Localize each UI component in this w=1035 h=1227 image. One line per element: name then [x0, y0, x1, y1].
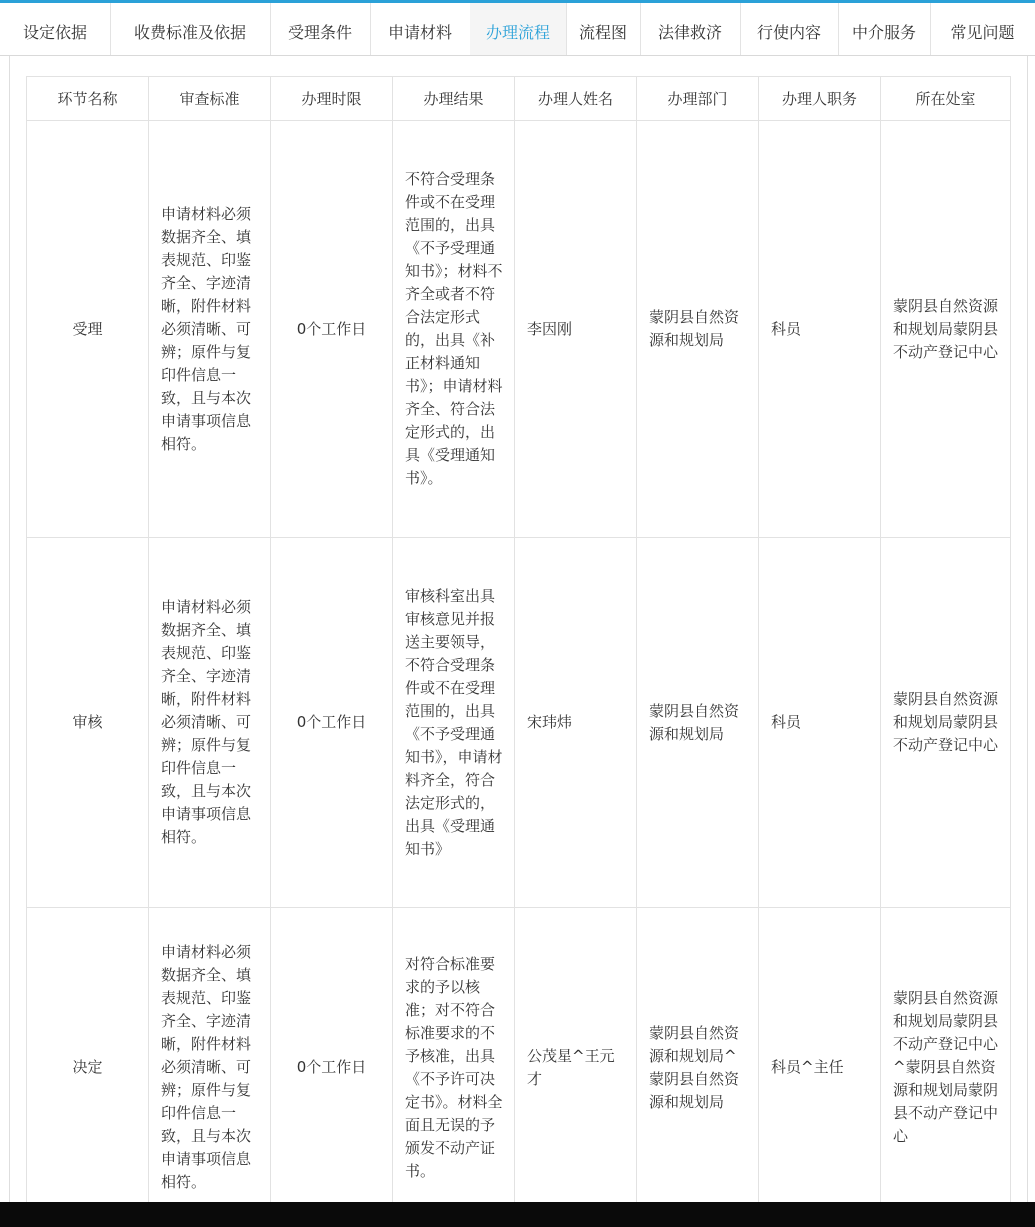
- cell-standard: 申请材料必须数据齐全、填表规范、印鉴齐全、字迹清晰，附件材料必须清晰、可辨；原件与复印件信息一致，且与本次申请事项信息相符。: [149, 538, 271, 908]
- bottom-edge-bar: [0, 1202, 1035, 1227]
- header-review-standard: 审查标准: [149, 77, 271, 121]
- tab-acceptance-conditions[interactable]: 受理条件: [270, 3, 371, 55]
- table-row: [27, 538, 1011, 908]
- cell-handler: 宋玮炜: [515, 538, 637, 908]
- table-row: [27, 908, 1011, 1203]
- cell-office: 蒙阴县自然资源和规划局蒙阴县不动产登记中心^蒙阴县自然资源和规划局蒙阴县不动产登记中心: [881, 908, 1011, 1203]
- tab-legal-basis[interactable]: 设定依据: [0, 3, 111, 55]
- tab-process[interactable]: 办理流程: [470, 3, 567, 55]
- cell-office: 蒙阴县自然资源和规划局蒙阴县不动产登记中心: [881, 121, 1011, 538]
- cell-step: 决定: [27, 908, 149, 1203]
- tab-bar: [0, 0, 1035, 56]
- table-row: [27, 121, 1011, 538]
- tab-faq[interactable]: 常见问题: [950, 23, 1015, 42]
- cell-department: 蒙阴县自然资源和规划局^蒙阴县自然资源和规划局: [637, 908, 759, 1203]
- header-department: 办理部门: [637, 77, 759, 121]
- cell-department: 蒙阴县自然资源和规划局: [637, 538, 759, 908]
- cell-handler: 公茂星^王元才: [515, 908, 637, 1203]
- cell-standard: 申请材料必须数据齐全、填表规范、印鉴齐全、字迹清晰，附件材料必须清晰、可辨；原件与复印件信息一致，且与本次申请事项信息相符。: [149, 908, 271, 1203]
- tab-legal-remedy[interactable]: 法律救济: [640, 3, 741, 55]
- tab-application-materials[interactable]: 申请材料: [370, 3, 471, 55]
- cell-step: 审核: [27, 538, 149, 908]
- cell-position: 科员: [759, 538, 881, 908]
- cell-time-limit: 0个工作日: [271, 908, 393, 1203]
- cell-position: 科员: [759, 121, 881, 538]
- cell-handler: 李因刚: [515, 121, 637, 538]
- header-step-name: 环节名称: [27, 77, 149, 121]
- cell-step: 受理: [27, 121, 149, 538]
- cell-office: 蒙阴县自然资源和规划局蒙阴县不动产登记中心: [881, 538, 1011, 908]
- process-table: [26, 76, 1011, 1202]
- header-handler-name: 办理人姓名: [515, 77, 637, 121]
- header-time-limit: 办理时限: [271, 77, 393, 121]
- cell-standard: 申请材料必须数据齐全、填表规范、印鉴齐全、字迹清晰，附件材料必须清晰、可辨；原件与复印件信息一致，且与本次申请事项信息相符。: [149, 121, 271, 538]
- header-handler-position: 办理人职务: [759, 77, 881, 121]
- tab-fee-standards[interactable]: 收费标准及依据: [110, 3, 271, 55]
- cell-department: 蒙阴县自然资源和规划局: [637, 121, 759, 538]
- tab-exercise-content[interactable]: 行使内容: [740, 3, 839, 55]
- header-result: 办理结果: [393, 77, 515, 121]
- tab-intermediary-services[interactable]: 中介服务: [838, 3, 931, 55]
- cell-result: 审核科室出具审核意见并报送主要领导，不符合受理条件或不在受理范围的，出具《不予受理通知书》，申请材料齐全，符合法定形式的，出具《受理通知书》: [393, 538, 515, 908]
- header-office: 所在处室: [881, 77, 1011, 121]
- process-panel: [9, 56, 1028, 1202]
- cell-time-limit: 0个工作日: [271, 538, 393, 908]
- cell-time-limit: 0个工作日: [271, 121, 393, 538]
- tab-flowchart[interactable]: 流程图: [566, 3, 641, 55]
- table-header-row: [27, 77, 1011, 121]
- cell-result: 不符合受理条件或不在受理范围的，出具《不予受理通知书》；材料不齐全或者不符合法定形式的，出具《补正材料通知书》；申请材料齐全、符合法定形式的，出具《受理通知书》。: [393, 121, 515, 538]
- cell-position: 科员^主任: [759, 908, 881, 1203]
- cell-result: 对符合标准要求的予以核准；对不符合标准要求的不予核准，出具《不予许可决定书》。材料全面且无误的予颁发不动产证书。: [393, 908, 515, 1203]
